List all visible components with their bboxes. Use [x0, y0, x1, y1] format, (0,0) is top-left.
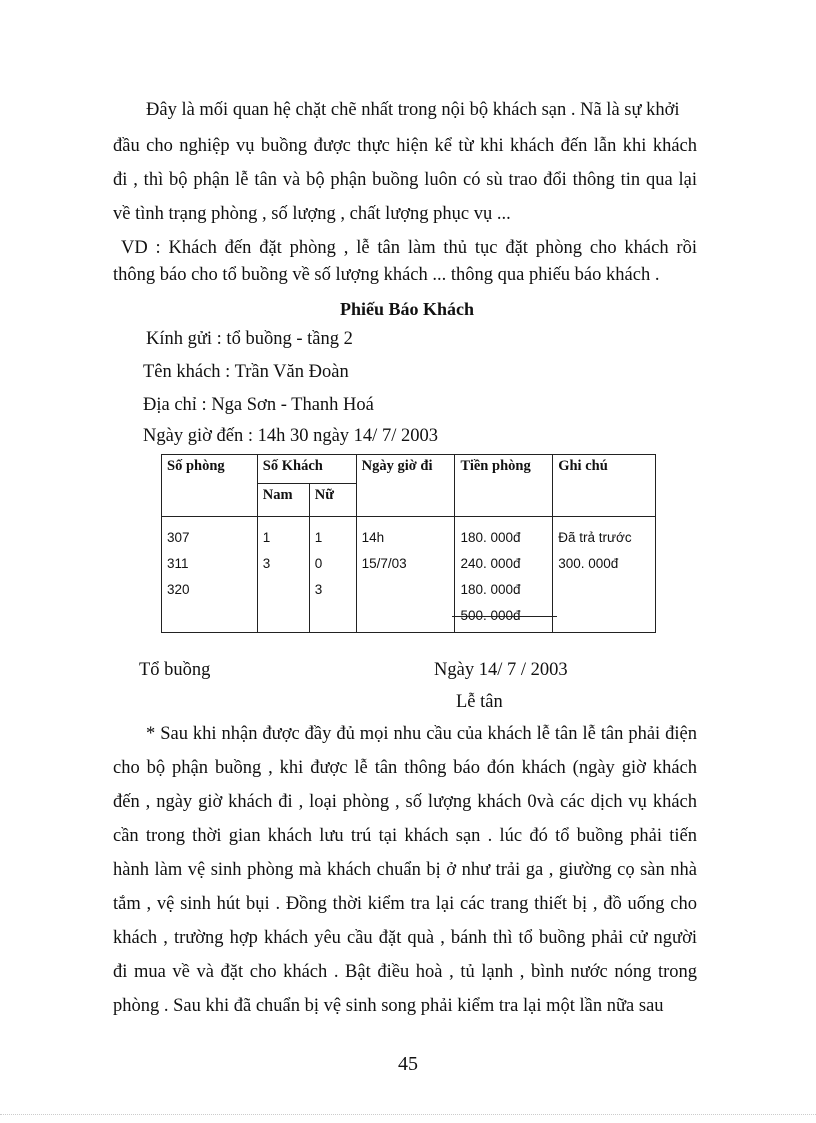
- form-recipient: Kính gửi : tổ buồng - tầng 2: [146, 329, 353, 349]
- form-arrival: Ngày giờ đến : 14h 30 ngày 14/ 7/ 2003: [143, 426, 438, 446]
- note-value: Đã trả trước: [558, 530, 632, 545]
- paragraph-1-line: đi , thì bộ phận lễ tân và bộ phận buồng luôn có sù trao đổi thông tin qua lại: [113, 170, 697, 190]
- departure-cell: [356, 517, 455, 633]
- paragraph-3-line: đến , ngày giờ khách đi , loại phòng , số lượng khách 0và các dịch vụ khách: [113, 792, 697, 812]
- price-total: 500. 000đ: [460, 603, 520, 629]
- male-cell: [257, 517, 309, 633]
- price-value: 180. 000đ: [460, 530, 521, 545]
- male-count: 3: [262, 556, 271, 571]
- male-count: 1: [262, 530, 271, 545]
- signature-reception: Lễ tân: [456, 692, 503, 712]
- paragraph-3-line: tắm , vệ sinh hút bụi . Đồng thời kiểm tra lại các trang thiết bị , đồ uống cho: [113, 894, 697, 914]
- header-room: Số phòng: [162, 455, 258, 517]
- price-value: 180. 000đ: [460, 582, 521, 597]
- page-bottom-divider: [0, 1114, 816, 1115]
- room-cell: [162, 517, 258, 633]
- price-cell: [455, 517, 553, 633]
- paragraph-3-line: cần trong thời gian khách lưu trú tại khách sạn . lúc đó tổ buồng phải tiến: [113, 826, 697, 846]
- header-guests: Số Khách: [257, 455, 356, 484]
- paragraph-2-line: VD : Khách đến đặt phòng , lễ tân làm thủ tục đặt phòng cho khách rồi: [121, 238, 697, 258]
- female-count: 1: [314, 530, 323, 545]
- page-number: 45: [398, 1053, 418, 1075]
- paragraph-3-line: phòng . Sau khi đã chuẩn bị vệ sinh song phải kiểm tra lại một lần nữa sau: [113, 996, 664, 1016]
- price-value: 240. 000đ: [460, 556, 521, 571]
- note-value: 300. 000đ: [558, 556, 619, 571]
- paragraph-1-line: Đây là mối quan hệ chặt chẽ nhất trong nội bộ khách sạn . Nã là sự khởi: [146, 100, 680, 120]
- header-price: Tiền phòng: [455, 455, 553, 517]
- guest-table: [161, 454, 656, 633]
- paragraph-3-line: đi mua về và đặt cho khách . Bật điều hoà , tủ lạnh , bình nước nóng trong: [113, 962, 697, 982]
- room-number: 311: [167, 556, 189, 571]
- paragraph-3-line: cho bộ phận buồng , khi được lễ tân thông báo đón khách (ngày giờ khách: [113, 758, 697, 778]
- signature-date: Ngày 14/ 7 / 2003: [434, 660, 568, 680]
- note-cell: [553, 517, 656, 633]
- paragraph-2-line: thông báo cho tổ buồng về số lượng khách ... thông qua phiếu báo khách .: [113, 265, 660, 285]
- form-guest-name: Tên khách : Trần Văn Đoàn: [143, 362, 349, 382]
- paragraph-3-line: hành làm vệ sinh phòng mà khách chuẩn bị ở như trải ga , giường cọ sàn nhà: [113, 860, 697, 880]
- room-number: 320: [167, 582, 190, 597]
- female-count: 3: [314, 582, 323, 597]
- header-departure: Ngày giờ đi: [356, 455, 455, 517]
- header-note: Ghi chú: [553, 455, 656, 517]
- departure-value: 14h: [361, 530, 385, 545]
- signature-housekeeping: Tổ buồng: [139, 660, 211, 680]
- form-address: Địa chỉ : Nga Sơn - Thanh Hoá: [143, 395, 374, 415]
- room-number: 307: [167, 530, 190, 545]
- paragraph-3-line: khách , trường hợp khách yêu cầu đặt quà , bánh thì tổ buồng phải cử người: [113, 928, 697, 948]
- form-title: Phiếu Báo Khách: [340, 299, 475, 319]
- paragraph-3-line: * Sau khi nhận được đầy đủ mọi nhu cầu của khách lễ tân lễ tân phải điện: [146, 724, 697, 744]
- female-count: 0: [314, 556, 323, 571]
- header-male: Nam: [257, 484, 309, 517]
- header-female: Nữ: [309, 484, 356, 517]
- paragraph-1-line: về tình trạng phòng , số lượng , chất lượng phục vụ ...: [113, 204, 511, 224]
- female-cell: [309, 517, 356, 633]
- paragraph-1-line: đầu cho nghiệp vụ buồng được thực hiện kể từ khi khách đến lẫn khi khách: [113, 136, 697, 156]
- departure-value: 15/7/03: [361, 556, 407, 571]
